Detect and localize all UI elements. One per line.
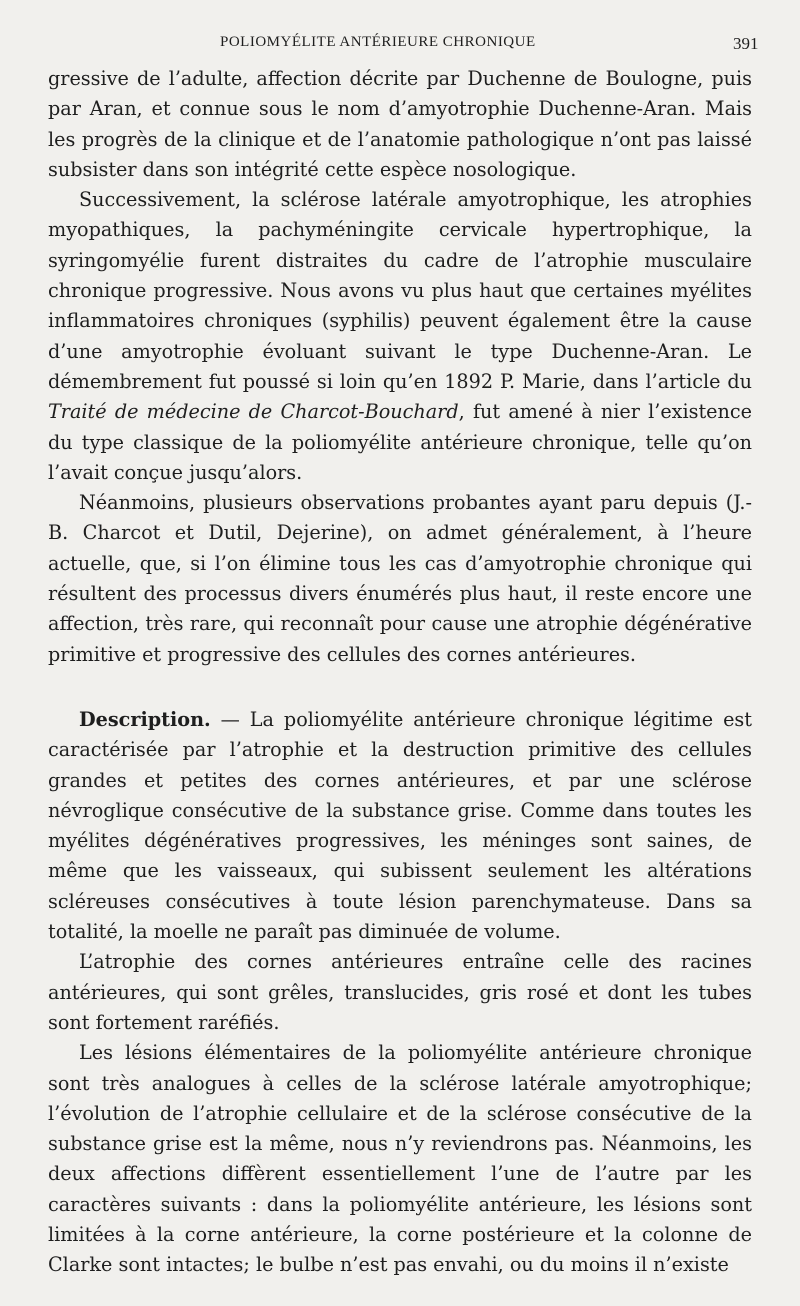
paragraph: Néanmoins, plusieurs observations probantes ayant paru depuis (J.-B. Charcot et Dutil, Dejerine), on admet généralement, à l’heure actuelle, que, si l’on élimine tous les cas d’amyotrophie chronique qui résultent des processus divers énumérés plus haut, il reste encore une affection, très rare, qui reconnaît pour cause une atrophie dégénérative primitive et progressive des cellules des cornes antérieures. [48,491,752,666]
paragraph-text: — La poliomyélite antérieure chronique légitime est caractérisée par l’atrophie et la destruction primitive des cellules grandes et petites des cornes antérieures, et par une sclérose névroglique consécutive de la substance grise. Comme dans toutes les myélites dégénératives progressives, les méninges sont saines, de même que les vaisseaux, qui subissent seulement les altérations scléreuses consécutives à toute lésion parenchymateuse. Dans sa totalité, la moelle ne paraît pas diminuée de volume. [48,707,752,944]
page-header [0,34,800,58]
paragraph: Les lésions élémentaires de la poliomyélite antérieure chronique sont très analogues à celles de la sclérose latérale amyotrophique; l’évolution de l’atrophie cellulaire et de la sclérose consécutive de la substance grise est la même, nous n’y reviendrons pas. Néanmoins, les deux affections diffèrent essentiellement l’une de l’autre par les caractères suivants : dans la poliomyélite antérieure, les lésions sont limitées à la corne antérieure, la corne postérieure et la colonne de Clarke sont intactes; le bulbe n’est pas envahi, ou du moins il n’existe [48,1041,752,1277]
paragraph: gressive de l’adulte, affection décrite par Duchenne de Boulogne, puis par Aran, et connue sous le nom d’amyotrophie Duchenne-Aran. Mais les progrès de la clinique et de l’anatomie pathologique n’ont pas laissé subsister dans son intégrité cette espèce nosologique. [48,67,752,181]
paragraph [48,705,752,947]
paragraph [48,185,752,488]
paragraph: L’atrophie des cornes antérieures entraîne celle des racines antérieures, qui sont grêles, translucides, gris rosé et dont les tubes sont fortement raréfiés. [48,950,752,1034]
paragraph-text: , fut amené à nier l’existence du type classique de la poliomyélite antérieure chronique, telle qu’on l’avait conçue jusqu’alors. [48,400,752,484]
section-heading: Description. [79,707,211,731]
running-title: POLIOMYÉLITE ANTÉRIEURE CHRONIQUE [220,34,536,50]
page-number: 391 [733,34,759,53]
body-text [48,64,752,1281]
book-title: Traité de médecine de Charcot-Bouchard [48,400,459,424]
paragraph-text: Successivement, la sclérose latérale amyotrophique, les atrophies myopathiques, la pachyméningite cervicale hypertrophique, la syringomyélie furent distraites du cadre de l’atrophie musculaire chronique progressive. Nous avons vu plus haut que certaines myélites inflammatoires chroniques (syphilis) peuvent également être la cause d’une amyotrophie évoluant suivant le type Duchenne-Aran. Le démembrement fut poussé si loin qu’en 1892 P. Marie, dans l’article du [48,188,752,393]
